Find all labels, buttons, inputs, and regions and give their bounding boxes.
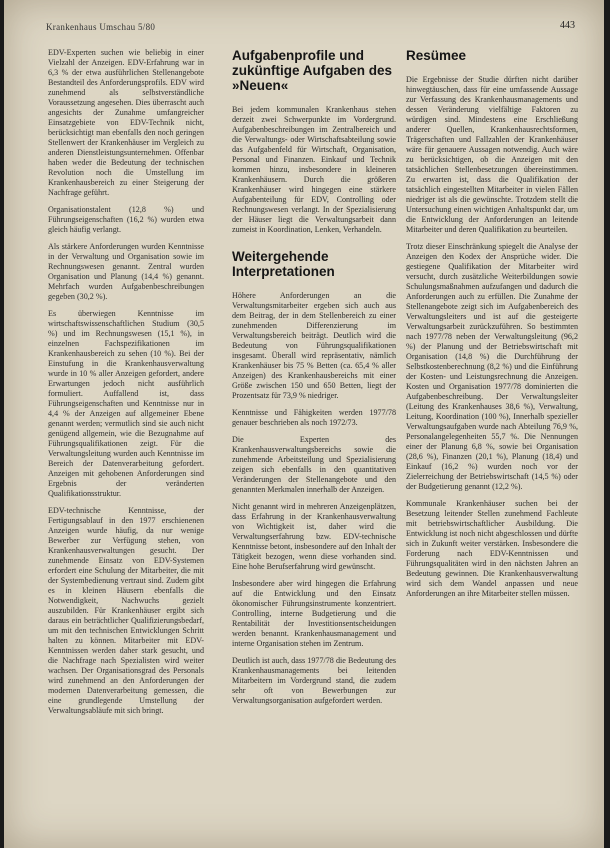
section-heading: Resümee <box>406 48 467 63</box>
column-left <box>48 48 204 723</box>
column-middle <box>232 48 396 713</box>
section-heading: Weitergehende Interpretationen <box>232 249 335 279</box>
paragraph: EDV-Experten suchen wie beliebig in einer Vielzahl der Anzeigen. EDV-Erfahrung war in 6,3 % der etwa ausführlichen Stellenangebote Bestandteil des Anforderungsprofils. EDV wird zunehmend als selbstverständliche Voraussetzung angesehen. Dies überrascht auch angesichts der Zunahme umfangreicher Einsatzgebiete von EDV-Technik nicht, berücksichtigt man ebenfalls den noch geringen Stellenwert der Krankenhäuser im Vergleich zu anderen Dienstleistungsunternehmen. Offenbar haben weder die Bedeutung der technischen Revolution noch die Umstellung im Krankenhausbereich zu einer Steigerung der Nachfrage geführt. <box>48 48 204 197</box>
paragraph: Kenntnisse und Fähigkeiten werden 1977/78 genauer beschrieben als noch 1972/73. <box>232 408 396 427</box>
paragraph: EDV-technische Kenntnisse, der Fertigungsablauf in den 1977 erschienenen Anzeigen wurde häufig, da nur wenige Bewerber zur Verfügung stehen, von Krankenhausverwaltungen gesucht. Der zunehmende Einsatz von EDV-Systemen erfordert eine Schulung der Mitarbeiter, die mit der Systembedienung vertraut sind. Zudem gibt es in kleinen Häusern ebenfalls die Notwendigkeit, Nachwuchs gezielt auszubilden. Für Krankenhäuser ergibt sich daraus ein beträchtlicher Qualifizierungsbedarf, um mit den technischen Entwicklungen Schritt halten zu können. Mitarbeiter mit EDV-Kenntnissen werden daher stark gesucht, und die Nachfrage nach Spezialisten wird weiter wachsen. Der Organisationsgrad des Personals wird zunehmend an den Anforderungen der modernen Datenverarbeitung gemessen, die eine grundlegende Umstellung der Verwaltungsabläufe mit sich bringt. <box>48 506 204 715</box>
paragraph: Insbesondere aber wird hingegen die Erfahrung auf die Entwicklung und den Einsatz ökonomischer Führungsinstrumente konzentriert. Controlling, interne Budgetierung und die Rentabilität der Investitionsentscheidungen werden benannt. Krankenhausmanagement und interne Organisation stehen im Zentrum. <box>232 579 396 648</box>
paragraph: Die Experten des Krankenhausverwaltungsbereichs sowie die zunehmende Arbeitsteilung und Spezialisierung zeigen sich ebenfalls in den quantitativen Veränderungen der Stellenangebote und den genannten Merkmalen innerhalb der Anzeigen. <box>232 435 396 494</box>
paragraph: Die Ergebnisse der Studie dürften nicht darüber hinwegtäuschen, dass für eine umfassende Aussage zur Verfassung des Krankenhausmanagements und dessen Veränderung vielfältige Faktoren zu würdigen sind. Mindestens eine Erschließung anderer Quellen, Krankenhausrechtsformen, Trägerschaften und Fallzahlen der Krankenhäuser wäre für genauere Aussagen notwendig. Auch wäre zu berücksichtigen, ob die Anzeigen mit den tatsächlichen Stellenbesetzungen übereinstimmen. Zu erwarten ist, dass die Qualifikation der tatsächlich eingestellten Mitarbeiter in vielen Fällen niedriger ist als die gewünschte. Trotzdem stellt die Untersuchung einen wichtigen Anhaltspunkt dar, um die Entwicklung der Anforderungen an leitende Mitarbeiter und deren Qualifikation zu beurteilen. <box>406 75 578 234</box>
paragraph: Höhere Anforderungen an die Verwaltungsmitarbeiter ergeben sich auch aus dem Beitrag, der in dem Stellenbereich zu einer zunehmenden Differenzierung im Verwaltungsbereich beiträgt. Deutlich wird die Bedeutung von Führungsqualifikationen insgesamt. Überall wird repräsentativ, nämlich Krankenhäuser bis 75 % Betten (ca. 65,4 % aller Anzeigen) des Krankenhausbereichs mit einer Größe zwischen 150 und 650 Betten, liegt der Prozentsatz für 73,9 % niedriger. <box>232 291 396 400</box>
section-heading: Aufgabenprofile und zukünftige Aufgaben des »Neuen« <box>232 48 393 93</box>
running-header: Krankenhaus Umschau 5/80 <box>46 22 156 32</box>
paragraph: Trotz dieser Einschränkung spiegelt die Analyse der Anzeigen den Kodex der Ansprüche wider. Die gestiegene Qualifikation der Mitarbeiter wird versucht, durch zusätzliche Weiterbildungen sowie Schulungsmaßnahmen aufzufangen und dadurch die Anforderungen auch zu erfüllen. Die Zunahme der Stellenangebote zeigt sich im Aufgabenbereich des Verwaltungsleiters und ist auf die gesteigerte Verwaltungsarbeit zurückzuführen. So bestimmten nach 1977/78 neben der Verwaltungsleitung (96,2 %) der Planung und der Betriebswirtschaft mit Organisation (14,8 %) die Durchführung der Selbstkostenberechnung (8,2 %) und die Einführung der Kosten- und Leistungsrechnung die Anzeigen. Kosten und Organisation 1977/78 dominierten die Aufgabenbeschreibung. Der Verwaltungsleiter (Leitung des Krankenhauses 38,6 %), Verwaltung, Leitung, Koordination (100 %), Innerhalb spezieller Verwaltungsaufgaben wurde nach Abteilung 76,9 %, Personalangelegenheiten 55,7 %. Die Nennungen einer der Planung 6,8 %, sowie bei Organisation (28,6 %), Finanzen (20,1 %), Planung (18,4) und Einkauf (16,2 %) wurden noch vor der Zielerreichung der Betriebswirtschaft (14,5 %) oder der Budgetierung genannt (12,2 %). <box>406 242 578 491</box>
paragraph: Es überwiegen Kenntnisse im wirtschaftswissenschaftlichen Studium (30,5 %) und im Rechnungswesen (15,1 %), in einzelnen Fachspezifikationen im Krankenhausbereich zu sehen (10 %). Bei der Einstufung in die Krankenhausverwaltung wurde in 10 % aller Anzeigen gefordert, andere Erwartungen jedoch nicht ausführlich formuliert. Auffallend ist, dass Führungseigenschaften und Kenntnisse nur in 4,4 % der Anzeigen auf allgemeiner Ebene genannt werden; vermutlich sind sie auch nicht genügend allgemein, wie die Bezugnahme auf Führungsqualifikationen zeigt. Für die Verwaltungsleitung wurden auch Kenntnisse im Bereich der Datenverarbeitung gefordert. Anzeigen mit gehobenen Anforderungen sind Ergebnis der veränderten Qualifikationsstruktur. <box>48 309 204 498</box>
document-page <box>4 0 604 848</box>
paragraph: Kommunale Krankenhäuser suchen bei der Besetzung leitender Stellen zunehmend Fachleute mit betriebswirtschaftlicher Ausbildung. Die Entwicklung ist noch nicht abgeschlossen und dürfte sich in Zukunft weiter verstärken. Insbesondere die Forderung nach EDV-Kenntnissen und Führungsqualitäten wird in den nächsten Jahren an Bedeutung gewinnen. Die Krankenhausverwaltung wird sich dem Wandel anpassen und neue Anforderungen an ihre Mitarbeiter stellen müssen. <box>406 499 578 598</box>
paragraph: Als stärkere Anforderungen wurden Kenntnisse in der Verwaltung und Organisation sowie im Rechnungswesen genannt. Zentral wurden Organisation und Planung (14,4 %) genannt. Mehrfach wurden Aufgabenbeschreibungen gegeben (30,2 %). <box>48 242 204 301</box>
paragraph: Deutlich ist auch, dass 1977/78 die Bedeutung des Krankenhausmanagements bei leitenden Mitarbeitern im Vordergrund stand, die zudem sehr oft von Bewerbungen zur Verwaltungsorganisation aufgefordert werden. <box>232 656 396 705</box>
paragraph: Nicht genannt wird in mehreren Anzeigenplätzen, dass Erfahrung in der Krankenhausverwaltung von Wichtigkeit ist, daher wird die Verwaltungserfahrung bzw. EDV-technische Kenntnisse betont, insbesondere auf den Inhalt der Tätigkeit bezogen, wenn diese vorhanden sind. Eine hohe Berufserfahrung wird gewünscht. <box>232 502 396 571</box>
page-number: 443 <box>560 20 575 31</box>
paragraph: Organisationstalent (12,8 %) und Führungseigenschaften (16,2 %) wurden etwa gleich häufig verlangt. <box>48 205 204 234</box>
paragraph: Bei jedem kommunalen Krankenhaus stehen derzeit zwei Schwerpunkte im Vordergrund. Aufgabenbeschreibungen im Zentralbereich und die Verwaltungs- oder Wirtschaftsabteilung sowie das Aufgabenfeld für Wirtschaft, Organisation, Personal und Finanzen. Einkauf und Technik kommen hinzu, insbesondere in kleineren Krankenhäusern. Durch die größeren Krankenhäuser wird hingegen eine stärkere Aufgabenteilung für EDV, Controlling oder Rechnungswesen verlangt. In der Spezialisierung der Häuser liegt die Verwaltungsarbeit dann zumeist in Koordination, Lenken, Verhandeln. <box>232 105 396 234</box>
column-right <box>406 48 578 606</box>
